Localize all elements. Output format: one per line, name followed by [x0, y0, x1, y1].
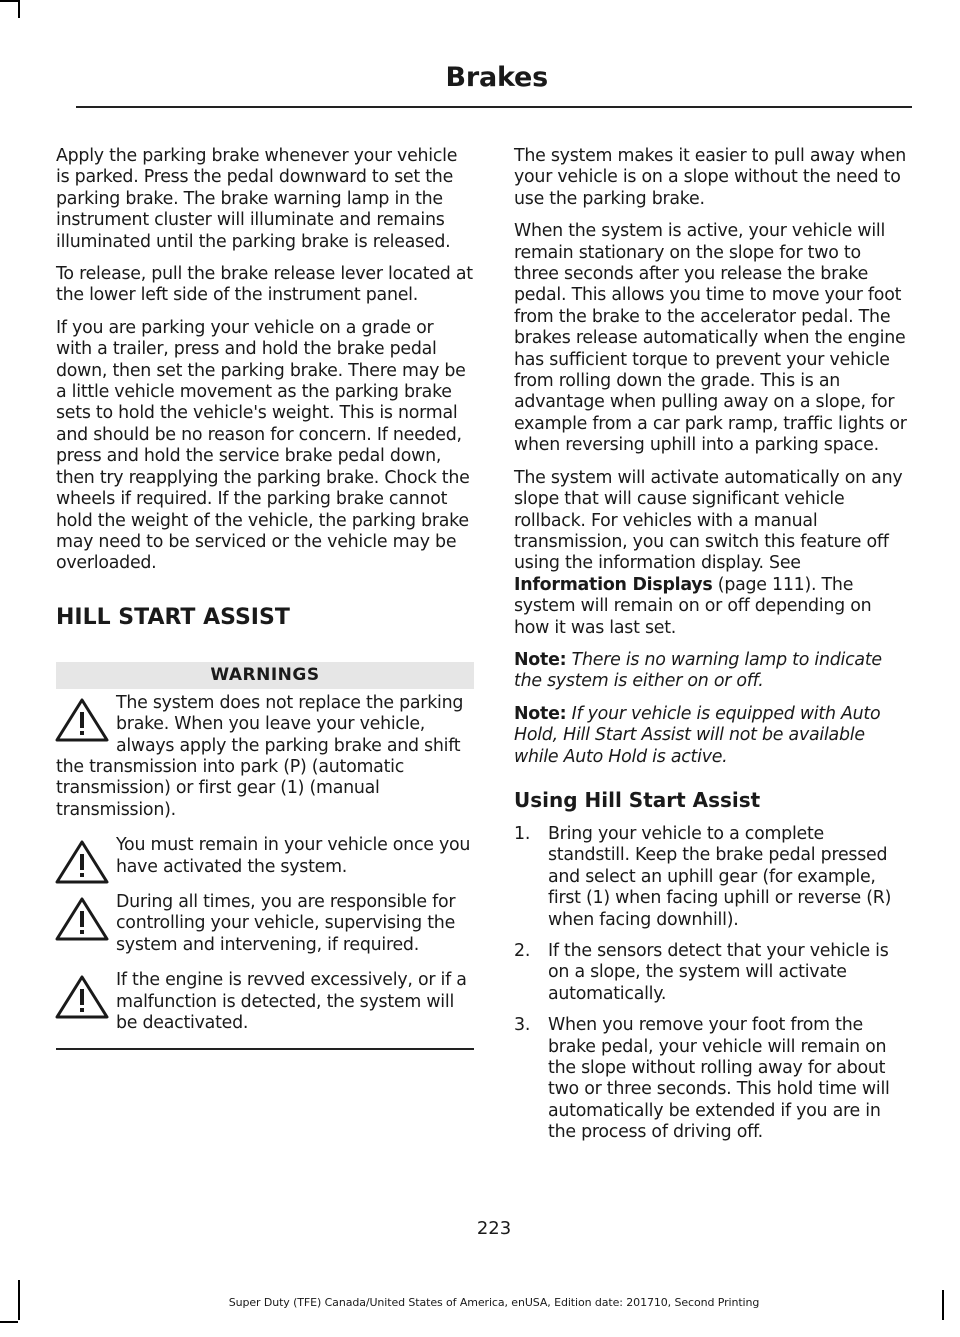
step-number: 1.: [514, 823, 531, 844]
note-text: There is no warning lamp to indicate the system is either on or off.: [514, 649, 882, 692]
list-item: [514, 941, 908, 1005]
warning-text: The system does not replace the parking brake. When you leave your vehicle, always apply the parking brake and shift the transmission into park (P) (automatic transmission) or first gear (1) (manual transmission).: [56, 692, 464, 820]
paragraph-text: The system will activate automatically on any slope that will cause significant vehicle rollback. For vehicles with a manual transmission, you can switch this feature off using the information display. See: [514, 467, 903, 574]
list-item: [514, 1015, 908, 1143]
right-column: [514, 146, 908, 1154]
step-text: When you remove your foot from the brake pedal, your vehicle will remain on the slope without rolling away for about two or three seconds. This hold time will automatically be extended if you are in the process of driving off.: [548, 1015, 890, 1143]
sub-heading: Using Hill Start Assist: [514, 787, 761, 812]
warning-triangle-icon: [54, 974, 116, 1024]
note-label: Note:: [514, 649, 567, 670]
paragraph-parking-brake-release: To release, pull the brake release lever located at the lower left side of the instrument panel.: [56, 264, 473, 306]
cross-reference-link[interactable]: Information Displays: [514, 574, 713, 595]
note-label: Note:: [514, 703, 567, 724]
warning-item: [56, 892, 474, 956]
warnings-header: WARNINGS: [56, 662, 474, 689]
warning-text: During all times, you are responsible for controlling your vehicle, supervising the system and intervening, if required.: [116, 891, 456, 955]
warning-item: [56, 970, 474, 1034]
page-title: Brakes: [445, 62, 548, 93]
paragraph-text: (page 111). The system will remain on or off depending on how it was last set.: [514, 574, 872, 638]
crop-mark-top-left: [0, 0, 18, 2]
crop-mark-bottom-left: [0, 1321, 18, 1323]
paragraph-hsa-active: When the system is active, your vehicle will remain stationary on the slope for two to three seconds after you release the brake pedal. This allows you time to move your foot from the brake to the accelerator pedal. The brakes release automatically when the engine has sufficient torque to prevent your vehicle from rolling down the grade. This is an advantage when pulling away on a slope, for example from a car park ramp, traffic lights or when reversing uphill into a parking space.: [514, 221, 907, 456]
note-text: If your vehicle is equipped with Auto Hold, Hill Start Assist will not be available while Auto Hold is active.: [514, 703, 881, 767]
step-number: 2.: [514, 941, 531, 961]
crop-mark-top-left-vertical: [18, 0, 20, 18]
list-item: [514, 824, 908, 931]
step-number: 3.: [514, 1015, 531, 1036]
section-heading: HILL START ASSIST: [56, 604, 290, 630]
warning-triangle-icon: [54, 697, 116, 747]
warning-item: [56, 835, 474, 878]
steps-list: [514, 824, 908, 1144]
warning-text: You must remain in your vehicle once you have activated the system.: [116, 835, 471, 877]
paragraph-hsa-intro: The system makes it easier to pull away when your vehicle is on a slope without the need to use the parking brake.: [514, 146, 906, 209]
step-text: Bring your vehicle to a complete standstill. Keep the brake pedal pressed and select an uphill gear (for example, first (1) when facing uphill or reverse (R) when facing downhill).: [548, 823, 892, 930]
warning-triangle-icon: [54, 896, 116, 946]
warning-item: [56, 693, 474, 821]
left-column: [56, 146, 474, 1050]
paragraph-parking-on-grade: If you are parking your vehicle on a grade or with a trailer, press and hold the brake pedal down, then set the parking brake. There may be a little vehicle movement as the parking brake sets to hold the vehicle's weight. This is normal and should be no reason for concern. If needed, press and hold the service brake pedal down, then try reapplying the parking brake. Chock the wheels if required. If the parking brake cannot hold the weight of the vehicle, the parking brake may need to be serviced or the vehicle may be overloaded.: [56, 317, 470, 574]
warnings-end-rule: [56, 1048, 474, 1050]
warning-triangle-icon: [54, 839, 116, 889]
note: [514, 704, 908, 768]
note: [514, 650, 908, 693]
step-text: If the sensors detect that your vehicle is on a slope, the system will activate automatically.: [548, 941, 889, 1004]
paragraph-hsa-activation: [514, 468, 908, 639]
page-number: 223: [476, 1218, 512, 1239]
header-rule: [76, 106, 912, 108]
warning-text: If the engine is revved excessively, or if a malfunction is detected, the system will be deactivated.: [116, 970, 467, 1033]
paragraph-parking-brake-apply: Apply the parking brake whenever your vehicle is parked. Press the pedal downward to set the parking brake. The brake warning lamp in the instrument cluster will illuminate and remains illuminated until the parking brake is released.: [56, 146, 458, 252]
footer-edition-info: Super Duty (TFE) Canada/United States of America, enUSA, Edition date: 201710, Second Printing: [228, 1296, 760, 1309]
